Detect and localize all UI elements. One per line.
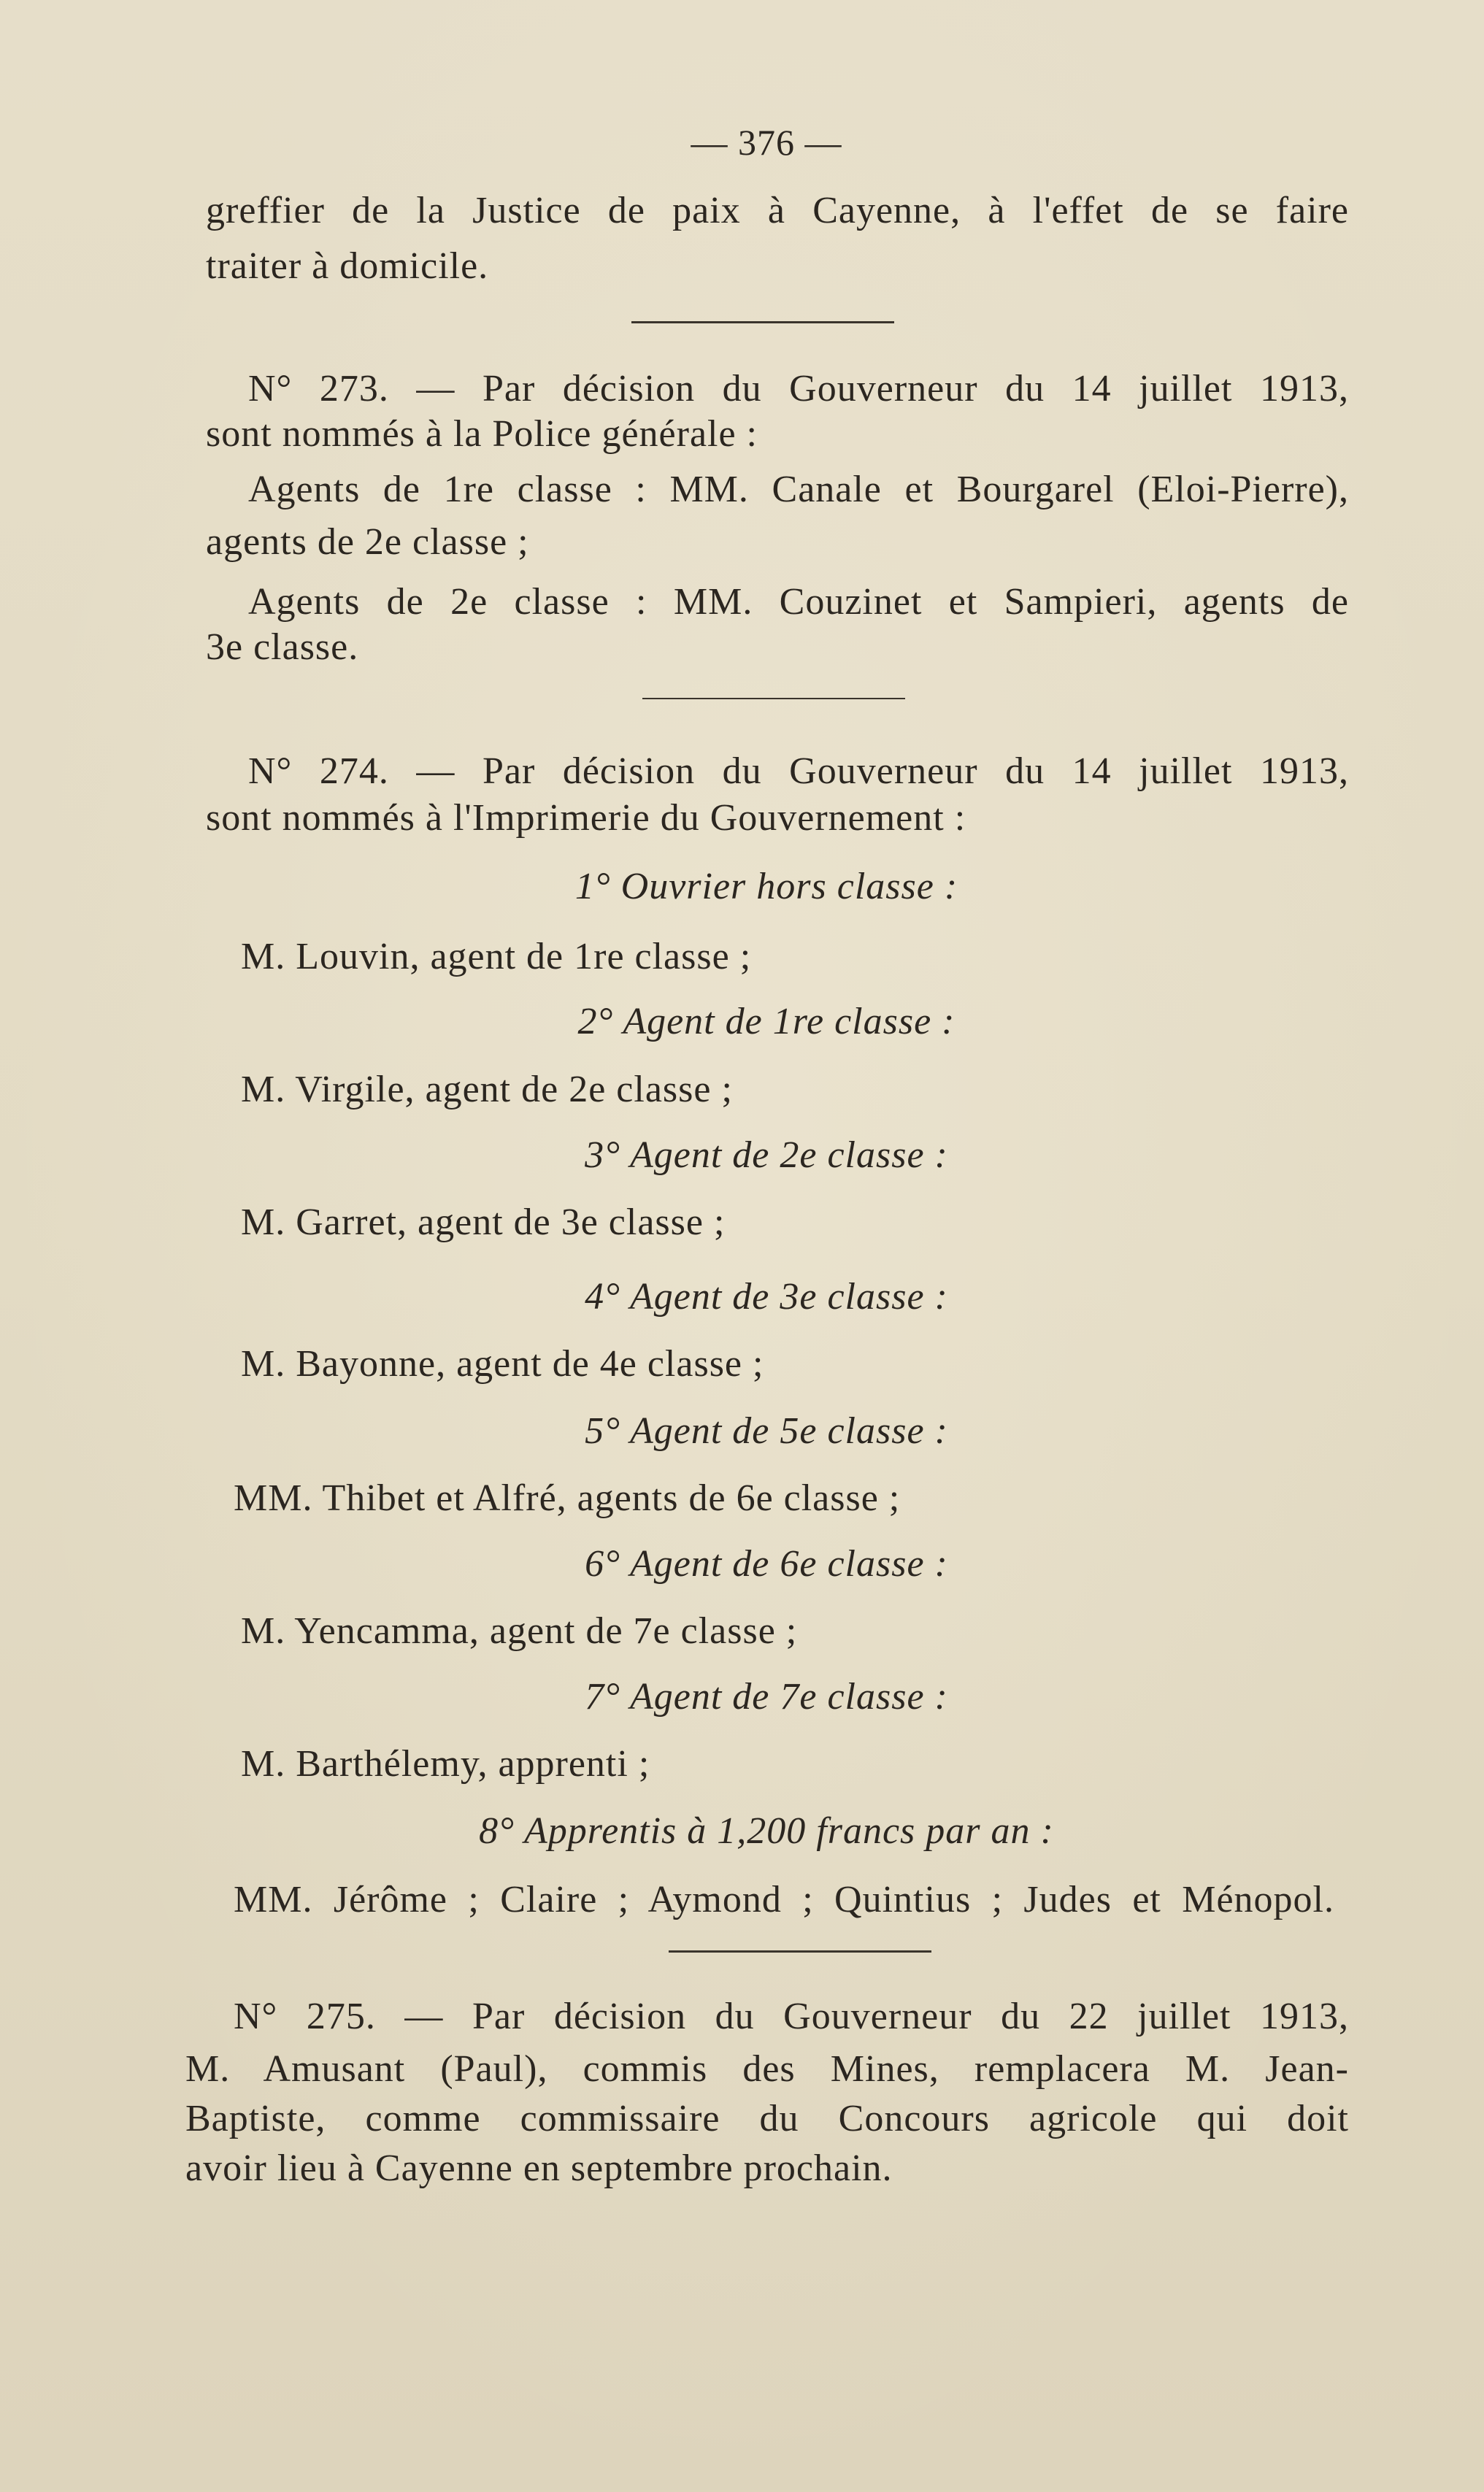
entry-heading: 7° Agent de 7e classe :: [585, 1676, 948, 1718]
entry-name: M. Louvin, agent de 1re classe ;: [241, 936, 752, 977]
intro-line-2: traiter à domicile.: [206, 245, 489, 287]
decision-273-line-1: N° 273. — Par décision du Gouverneur du 14 juillet 1913,: [248, 368, 1349, 409]
entry-name: M. Garret, agent de 3e classe ;: [241, 1201, 726, 1243]
entry-name: MM. Jérôme ; Claire ; Aymond ; Quintius ; Judes et Ménopol.: [234, 1879, 1334, 1920]
section-divider: [669, 1950, 931, 1953]
entry-heading: 2° Agent de 1re classe :: [577, 1001, 956, 1042]
entry-name: M. Yencamma, agent de 7e classe ;: [241, 1610, 798, 1652]
decision-273-line-5: Agents de 2e classe : MM. Couzinet et Sampieri, agents de: [248, 581, 1349, 623]
intro-line-1: greffier de la Justice de paix à Cayenne, à l'effet de se faire: [206, 190, 1349, 231]
entry-heading: 5° Agent de 5e classe :: [585, 1410, 948, 1452]
entry-heading: 4° Agent de 3e classe :: [585, 1276, 948, 1318]
decision-273-line-6: 3e classe.: [206, 626, 359, 668]
decision-275-line-4: avoir lieu à Cayenne en septembre prochain.: [185, 2147, 893, 2189]
decision-273-line-4: agents de 2e classe ;: [206, 521, 529, 563]
section-divider: [631, 321, 894, 323]
decision-273-line-2: sont nommés à la Police générale :: [206, 413, 758, 455]
entry-heading: 3° Agent de 2e classe :: [585, 1134, 948, 1176]
entry-heading: 6° Agent de 6e classe :: [585, 1543, 948, 1585]
entry-name: MM. Thibet et Alfré, agents de 6e classe ;: [234, 1477, 901, 1519]
entry-name: M. Bayonne, agent de 4e classe ;: [241, 1343, 764, 1385]
section-divider: [642, 698, 905, 699]
page-number: — 376 —: [691, 122, 842, 163]
decision-275-line-2: M. Amusant (Paul), commis des Mines, remplacera M. Jean-: [185, 2048, 1349, 2090]
decision-275-line-3: Baptiste, comme commissaire du Concours agricole qui doit: [185, 2098, 1349, 2139]
decision-274-line-1: N° 274. — Par décision du Gouverneur du 14 juillet 1913,: [248, 750, 1349, 792]
decision-274-line-2: sont nommés à l'Imprimerie du Gouvernement :: [206, 797, 966, 839]
entry-heading: 8° Apprentis à 1,200 francs par an :: [479, 1810, 1054, 1852]
entry-name: M. Virgile, agent de 2e classe ;: [241, 1069, 733, 1110]
entry-heading: 1° Ouvrier hors classe :: [574, 866, 958, 907]
decision-275-line-1: N° 275. — Par décision du Gouverneur du 22 juillet 1913,: [234, 1996, 1349, 2037]
decision-273-line-3: Agents de 1re classe : MM. Canale et Bourgarel (Eloi-Pierre),: [248, 469, 1349, 510]
entry-name: M. Barthélemy, apprenti ;: [241, 1743, 650, 1785]
